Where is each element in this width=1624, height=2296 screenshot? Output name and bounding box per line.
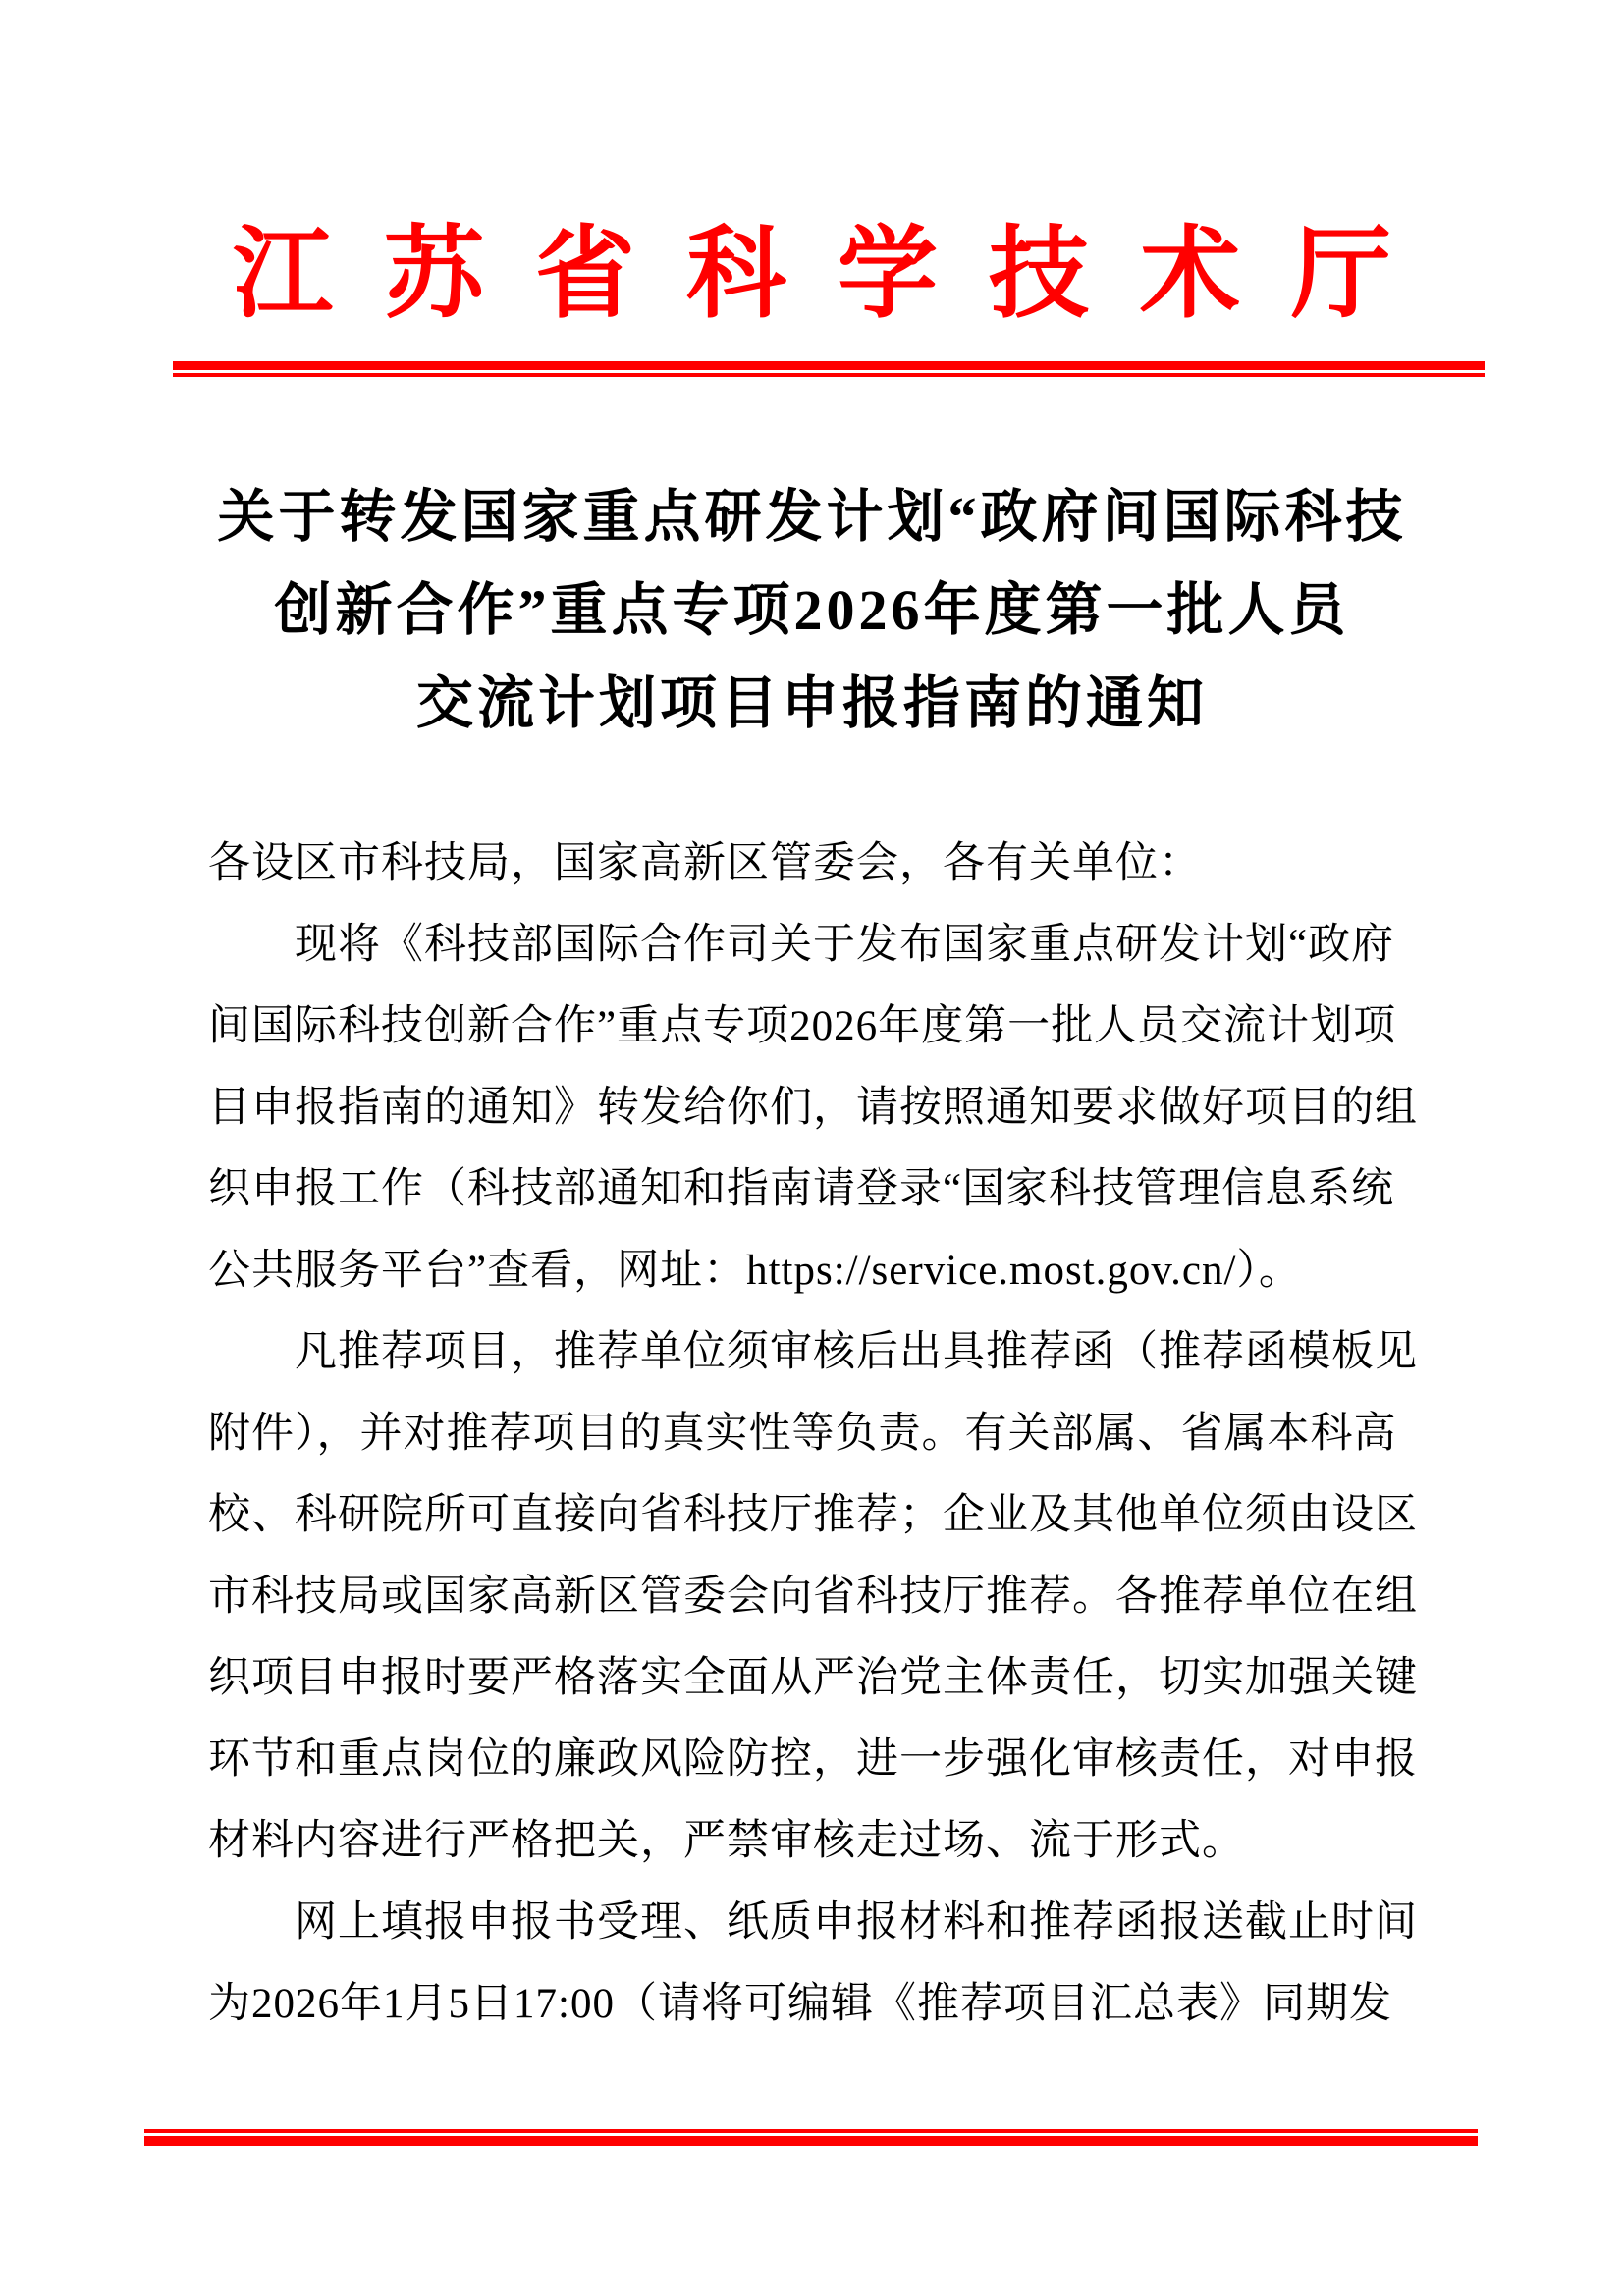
body-line: 市科技局或国家高新区管委会向省科技厅推荐。各推荐单位在组 (208, 1574, 1418, 1620)
body-line: 间国际科技创新合作”重点专项2026年度第一批人员交流计划项 (208, 1003, 1397, 1049)
footer-divider-bottom (144, 2129, 1478, 2146)
body-line: 网上填报申报书受理、纸质申报材料和推荐函报送截止时间 (295, 1899, 1418, 1946)
title-line-3: 交流计划项目申报指南的通知 (415, 671, 1208, 735)
body-line: 校、科研院所可直接向省科技厅推荐；企业及其他单位须由设区 (208, 1492, 1418, 1538)
body-line-url: 公共服务平台”查看，网址：https://service.most.gov.cn/）。 (208, 1248, 1302, 1294)
body-line: 目申报指南的通知》转发给你们，请按照通知要求做好项目的组 (208, 1085, 1418, 1131)
body-line: 现将《科技部国际合作司关于发布国家重点研发计划“政府 (295, 922, 1395, 968)
body-line: 环节和重点岗位的廉政风险防控，进一步强化审核责任，对申报 (208, 1736, 1418, 1783)
body-line: 织申报工作（科技部通知和指南请登录“国家科技管理信息系统 (208, 1166, 1395, 1212)
body-line: 附件），并对推荐项目的真实性等负责。有关部属、省属本科高 (208, 1411, 1397, 1457)
document-title (147, 470, 1477, 750)
body-line: 织项目申报时要严格落实全面从严治党主体责任，切实加强关键 (208, 1655, 1418, 1701)
document-body (208, 823, 1422, 2045)
body-line: 凡推荐项目，推荐单位须审核后出具推荐函（推荐函模板见 (295, 1329, 1418, 1375)
letterhead-divider-top (173, 361, 1485, 377)
letterhead-org-name: 江苏省科学技术厅 (233, 220, 1442, 331)
title-line-1: 关于转发国家重点研发计划“政府间国际科技 (217, 485, 1407, 549)
divider-thick-bar (173, 361, 1485, 370)
body-line: 材料内容进行严格把关，严禁审核走过场、流于形式。 (208, 1818, 1245, 1864)
title-line-2: 创新合作”重点专项2026年度第一批人员 (274, 578, 1350, 642)
body-line: 为2026年1月5日17:00（请将可编辑《推荐项目汇总表》同期发 (208, 1981, 1392, 2027)
divider-thin-bar (173, 373, 1485, 377)
divider-thick-bar (144, 2136, 1478, 2146)
body-line-salutation: 各设区市科技局，国家高新区管委会，各有关单位： (208, 840, 1202, 886)
